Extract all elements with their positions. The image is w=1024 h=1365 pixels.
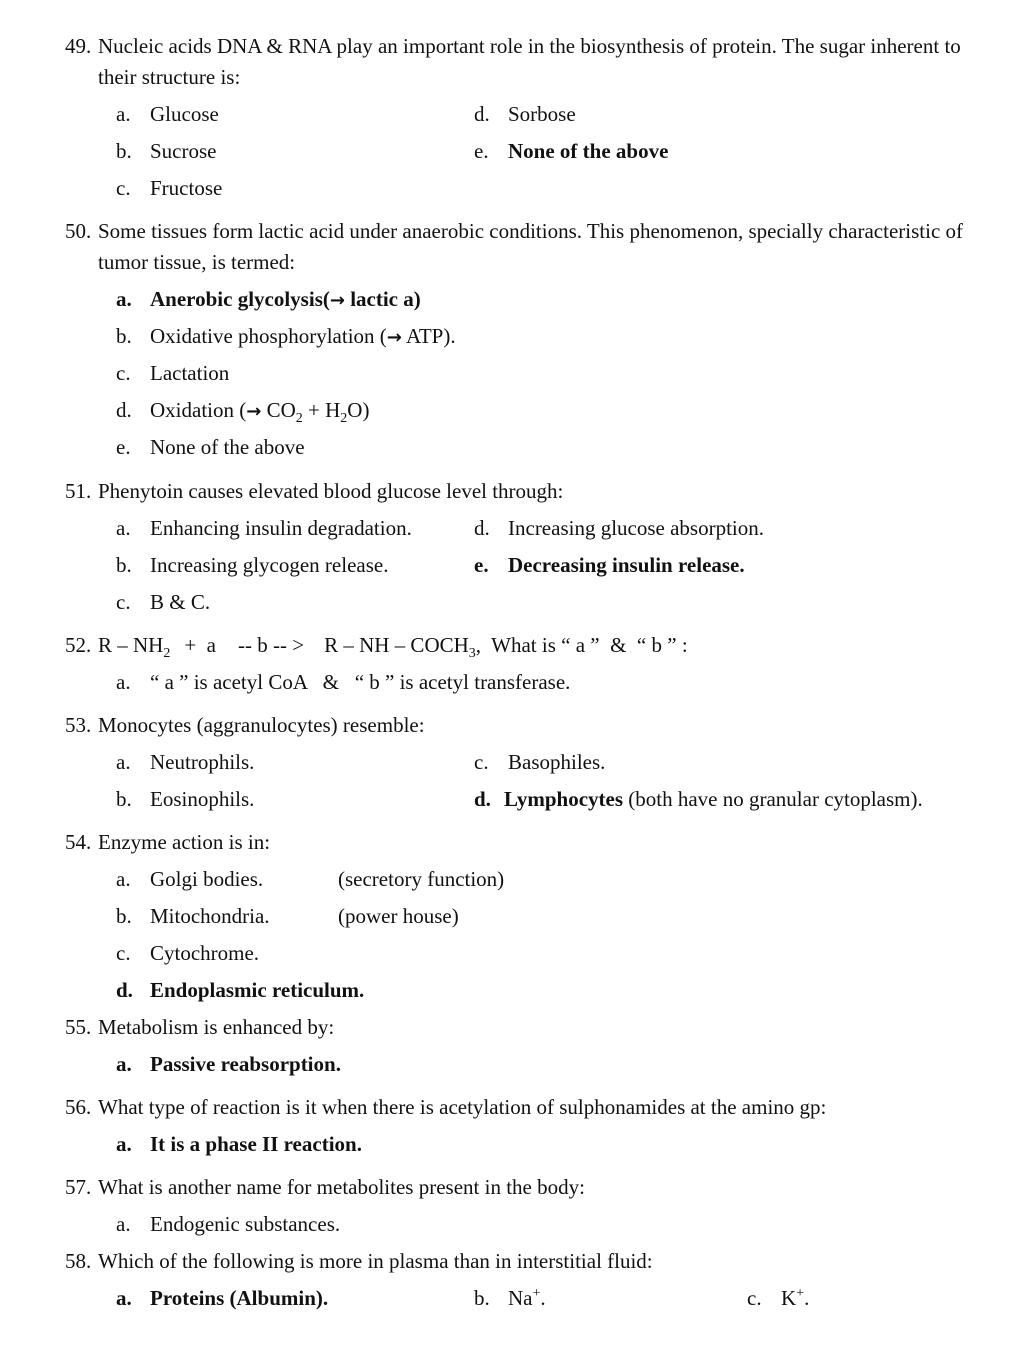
option-58a-correct [116, 1283, 328, 1314]
option-text: Passive reabsorption. [150, 1052, 341, 1076]
question-stem: Phenytoin causes elevated blood glucose level through: [98, 479, 564, 503]
option-text: K [781, 1286, 797, 1310]
option-letter: c. [747, 1286, 762, 1310]
question-stem: Which of the following is more in plasma than in interstitial fluid: [98, 1249, 653, 1273]
option-50a-correct [116, 284, 421, 316]
question-58 [65, 1246, 965, 1277]
superscript: + [532, 1286, 541, 1301]
subscript: 2 [163, 646, 171, 661]
option-text: Sucrose [150, 139, 217, 163]
option-letter: c. [474, 750, 489, 774]
question-number: 56. [65, 1095, 92, 1119]
option-letter: b. [116, 324, 132, 348]
formula-arrow-b: -- b -- > [238, 633, 305, 657]
formula-reactant: R – NH [98, 633, 164, 657]
question-54 [65, 827, 965, 858]
option-58b [474, 1283, 546, 1314]
question-57 [65, 1172, 965, 1203]
option-letter: e. [474, 553, 489, 577]
subscript: 2 [295, 411, 303, 426]
formula-plus-a: + a [184, 633, 217, 657]
option-text: Increasing glycogen release. [150, 553, 389, 577]
formula-product: R – NH – COCH [324, 633, 469, 657]
question-number: 55. [65, 1015, 92, 1039]
option-letter: a. [116, 287, 132, 311]
option-49a [116, 99, 219, 130]
option-49e-correct [474, 136, 668, 167]
question-text [65, 216, 965, 278]
option-note: (power house) [338, 904, 459, 928]
option-text: Increasing glucose absorption. [508, 516, 765, 540]
question-stem: , What is “ a ” & “ b ” : [475, 633, 688, 657]
question-text [65, 827, 965, 858]
option-note: (both have no granular cytoplasm). [623, 787, 923, 811]
option-note: (secretory function) [338, 867, 505, 891]
arrow-right-icon: → [386, 327, 402, 348]
question-text [65, 1172, 965, 1203]
option-50d [116, 395, 369, 427]
formula-h: + H [302, 398, 341, 422]
option-56a-correct [116, 1129, 362, 1160]
option-51e-correct [474, 550, 745, 581]
option-text: Na [508, 1286, 533, 1310]
option-53d-correct [474, 784, 923, 815]
option-text: “ a ” is acetyl CoA & “ b ” is acetyl transferase. [150, 670, 571, 694]
option-letter: b. [116, 553, 132, 577]
option-letter: e. [474, 139, 489, 163]
option-letter: b. [474, 1286, 490, 1310]
option-text: Lactation [150, 361, 230, 385]
question-stem: What is another name for metabolites present in the body: [98, 1175, 585, 1199]
option-text: Enhancing insulin degradation. [150, 516, 412, 540]
option-54a [116, 864, 263, 895]
option-52a [116, 667, 570, 698]
option-57a [116, 1209, 340, 1240]
option-text: Neutrophils. [150, 750, 255, 774]
option-50c [116, 358, 229, 389]
option-text-end: . [540, 1286, 546, 1310]
question-stem: What type of reaction is it when there is acetylation of sulphonamides at the amino gp: [98, 1095, 827, 1119]
question-number: 49. [65, 34, 92, 58]
question-53 [65, 710, 965, 741]
superscript: + [796, 1286, 805, 1301]
option-letter: b. [116, 904, 132, 928]
question-number: 53. [65, 713, 92, 737]
question-56 [65, 1092, 965, 1123]
option-49c [116, 173, 222, 204]
question-stem: Metabolism is enhanced by: [98, 1015, 335, 1039]
option-text: Fructose [150, 176, 223, 200]
question-stem: Some tissues form lactic acid under anaerobic conditions. This phenomenon, specially characteristic of tumor tissue, is termed: [98, 219, 964, 274]
option-54a-note [338, 864, 504, 895]
option-text: None of the above [150, 435, 305, 459]
option-49b [116, 136, 217, 167]
question-text [65, 1246, 965, 1277]
option-letter: c. [116, 176, 131, 200]
arrow-right-icon: → [329, 290, 345, 311]
question-text [65, 1092, 965, 1123]
option-51c [116, 587, 210, 618]
question-number: 57. [65, 1175, 92, 1199]
option-50b [116, 321, 456, 353]
question-number: 50. [65, 219, 92, 243]
option-text-after: lactic a) [344, 287, 421, 311]
option-54b [116, 901, 270, 932]
option-letter: a. [116, 670, 131, 694]
option-text: B & C. [150, 590, 211, 614]
option-text: Cytochrome. [150, 941, 260, 965]
option-letter: c. [116, 590, 131, 614]
question-text [65, 710, 965, 741]
question-text [65, 31, 965, 93]
subscript: 3 [468, 646, 476, 661]
question-stem: Enzyme action is in: [98, 830, 271, 854]
arrow-right-icon: → [246, 401, 262, 422]
option-text: None of the above [508, 139, 669, 163]
question-55 [65, 1012, 965, 1043]
question-50 [65, 216, 965, 278]
option-text: Basophiles. [508, 750, 606, 774]
question-number: 51. [65, 479, 92, 503]
question-number: 54. [65, 830, 92, 854]
option-text: Proteins (Albumin). [150, 1286, 329, 1310]
option-letter: a. [116, 1052, 132, 1076]
option-letter: a. [116, 516, 131, 540]
option-text: Oxidation ( [150, 398, 247, 422]
option-text: Sorbose [508, 102, 576, 126]
option-text: Anerobic glycolysis( [150, 287, 330, 311]
option-text-after: ATP). [401, 324, 456, 348]
option-letter: a. [116, 1212, 131, 1236]
option-51b [116, 550, 388, 581]
question-text [65, 1012, 965, 1043]
option-text: Glucose [150, 102, 219, 126]
option-text: Decreasing insulin release. [508, 553, 745, 577]
option-54c [116, 938, 259, 969]
option-letter: d. [116, 398, 132, 422]
formula-end: O) [347, 398, 370, 422]
option-54d-correct [116, 975, 364, 1006]
option-text: Endogenic substances. [150, 1212, 341, 1236]
option-letter: b. [116, 787, 132, 811]
option-text: Lymphocytes [504, 787, 624, 811]
option-text: It is a phase II reaction. [150, 1132, 362, 1156]
question-49 [65, 31, 965, 93]
option-letter: a. [116, 1132, 132, 1156]
option-letter: d. [116, 978, 133, 1002]
option-text: Golgi bodies. [150, 867, 264, 891]
subscript: 2 [340, 411, 348, 426]
option-letter: d. [474, 516, 490, 540]
option-letter: c. [116, 941, 131, 965]
option-letter: c. [116, 361, 131, 385]
formula-co: CO [261, 398, 296, 422]
question-text [65, 476, 965, 507]
option-49d [474, 99, 576, 130]
option-text: Oxidative phosphorylation ( [150, 324, 387, 348]
option-text: Eosinophils. [150, 787, 255, 811]
option-54b-note [338, 901, 459, 932]
question-number: 58. [65, 1249, 92, 1273]
option-53a [116, 747, 254, 778]
option-letter: d. [474, 787, 491, 811]
option-letter: a. [116, 867, 131, 891]
question-stem: Nucleic acids DNA & RNA play an important role in the biosynthesis of protein. The sugar inherent to their structure is: [98, 34, 961, 89]
question-number: 52. [65, 633, 92, 657]
option-58c [747, 1283, 809, 1314]
option-text: Endoplasmic reticulum. [150, 978, 365, 1002]
option-53c [474, 747, 605, 778]
option-text-end: . [804, 1286, 810, 1310]
question-text [65, 630, 965, 661]
option-55a-correct [116, 1049, 341, 1080]
option-51d [474, 513, 764, 544]
option-letter: e. [116, 435, 131, 459]
question-51 [65, 476, 965, 507]
option-53b [116, 784, 254, 815]
option-letter: b. [116, 139, 132, 163]
option-letter: a. [116, 102, 131, 126]
option-text: Mitochondria. [150, 904, 270, 928]
option-51a [116, 513, 412, 544]
question-52 [65, 630, 965, 661]
option-50e [116, 432, 305, 463]
question-stem: Monocytes (aggranulocytes) resemble: [98, 713, 425, 737]
option-letter: d. [474, 102, 490, 126]
option-letter: a. [116, 750, 131, 774]
option-letter: a. [116, 1286, 132, 1310]
